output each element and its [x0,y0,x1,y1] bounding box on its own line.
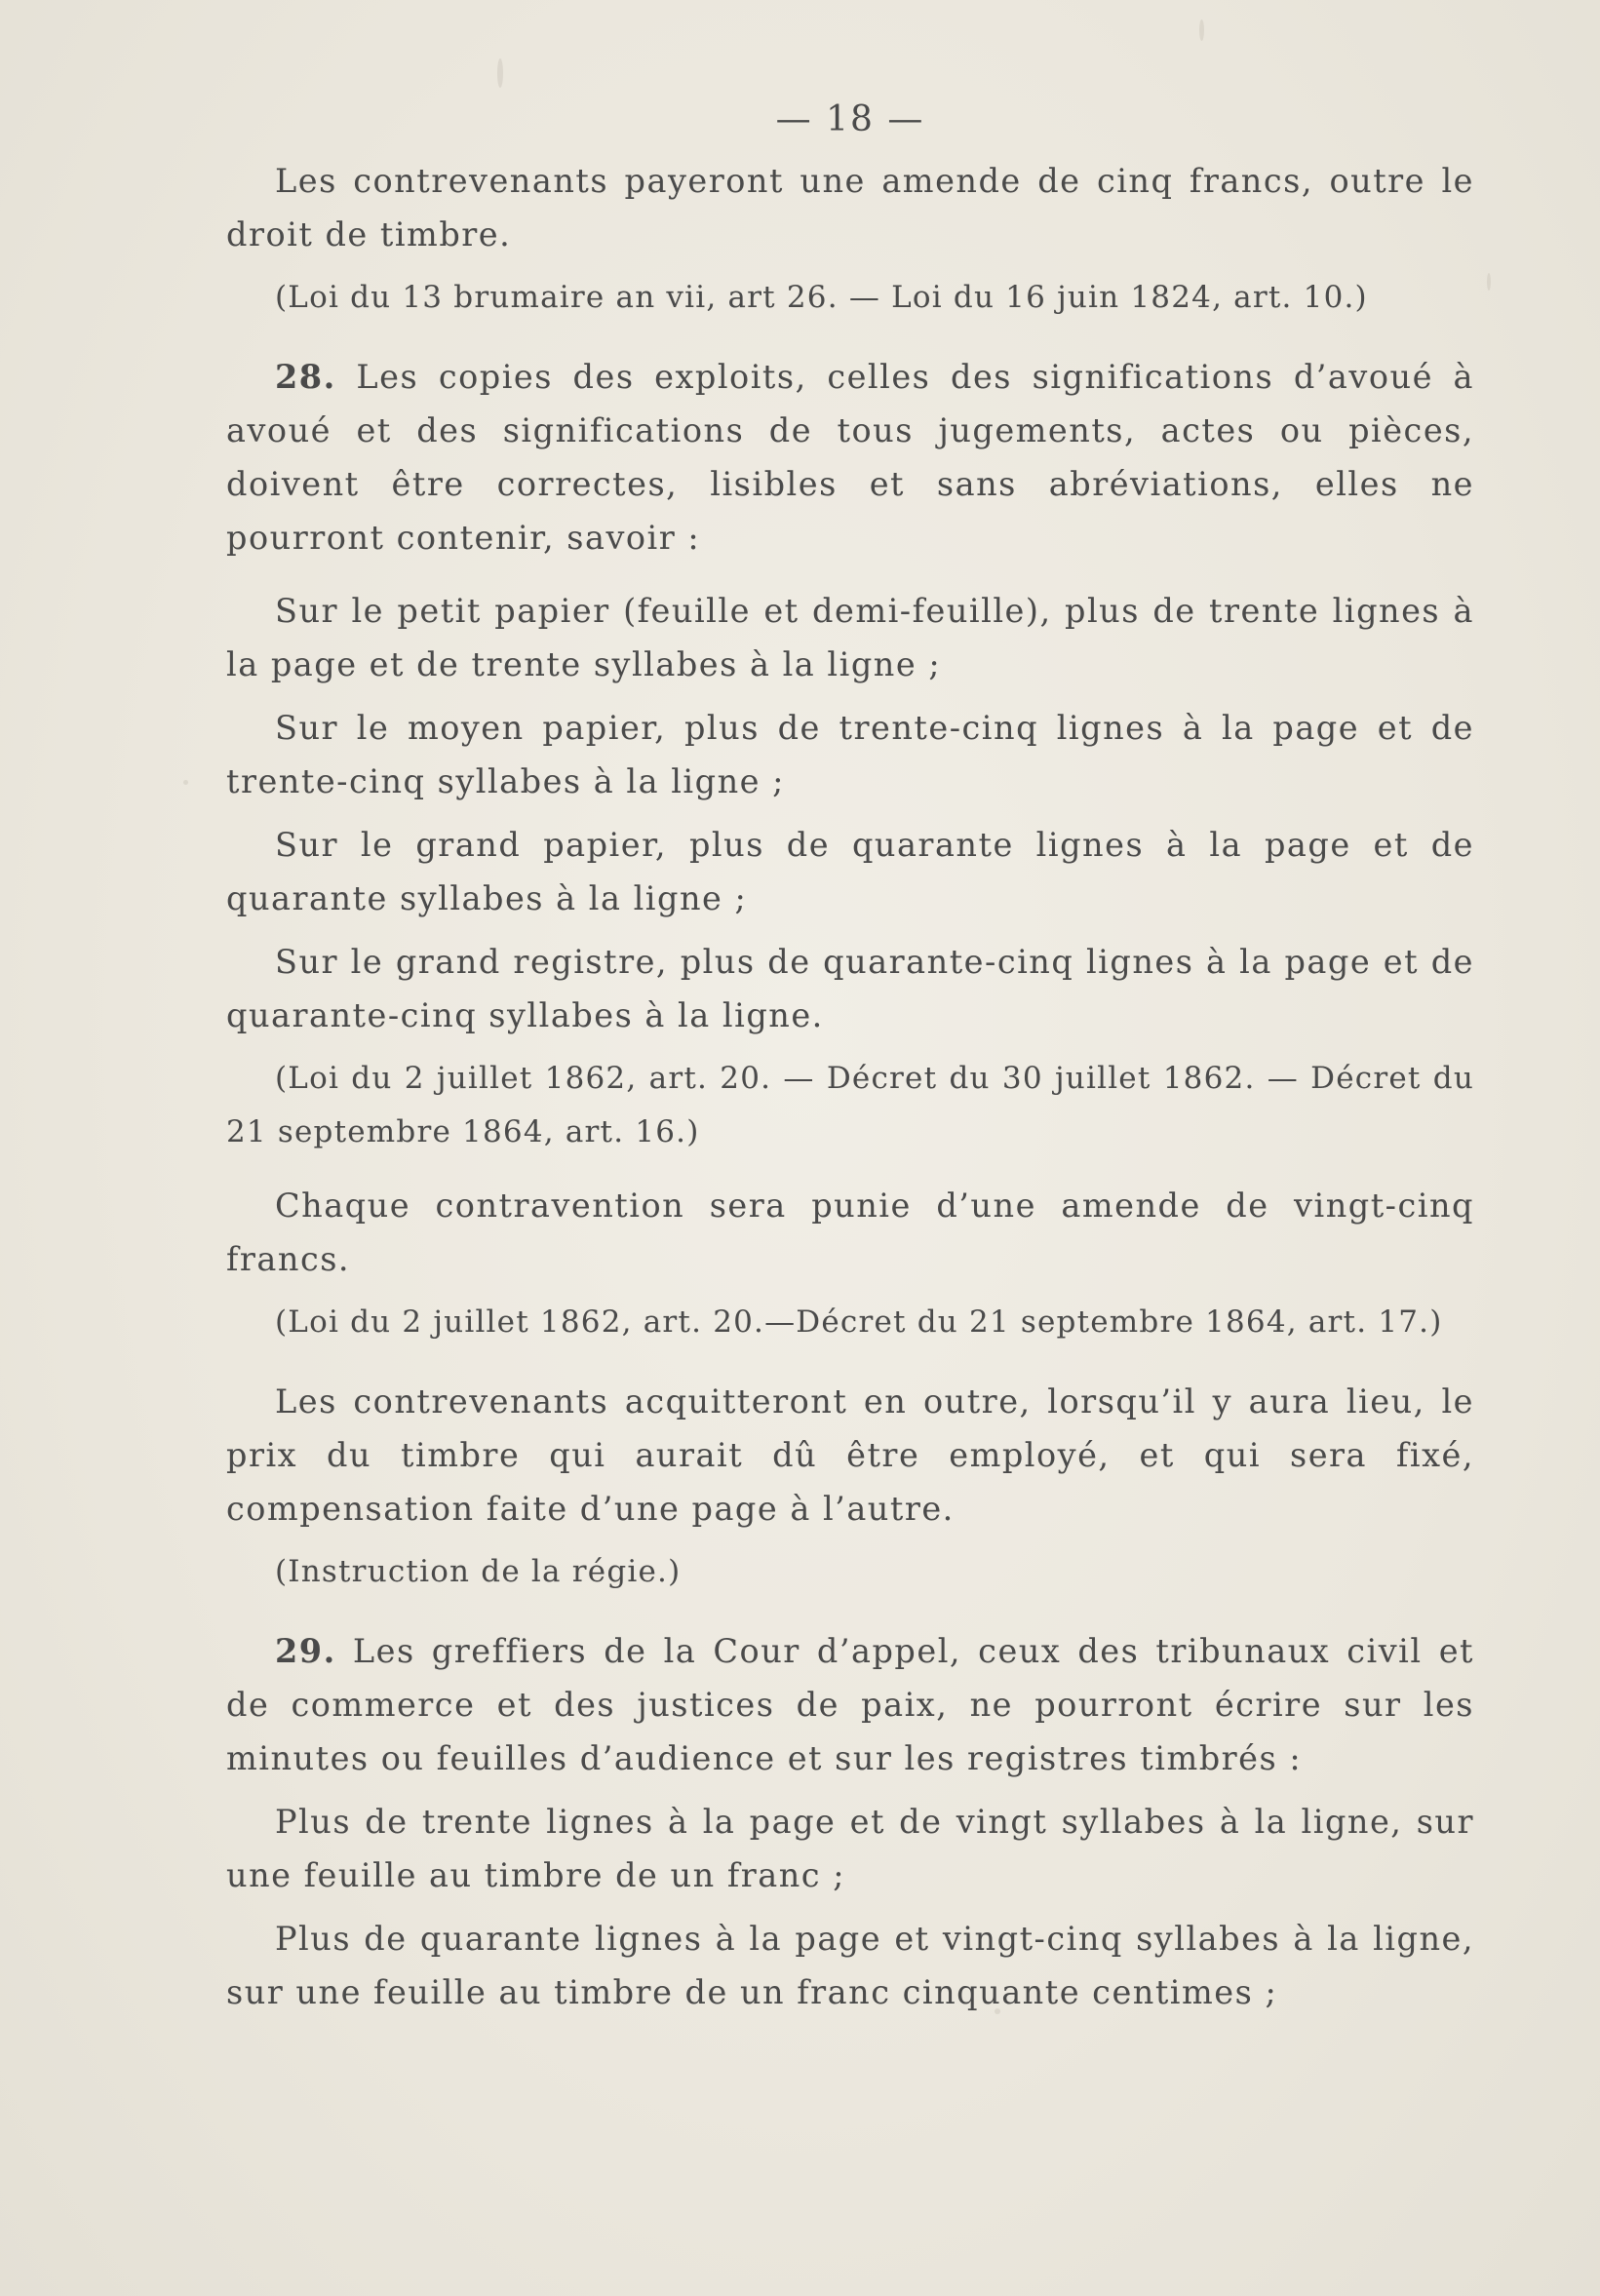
paragraph-grand-registre: Sur le grand registre, plus de quarante-cinq lignes à la page et de quarante-cinq syllabes à la ligne. [226,943,1474,1034]
article-28 [226,350,1474,564]
article-text: Les copies des exploits, celles des significations d’avoué à avoué et des significations de tous jugements, actes ou pièces, doivent être correctes, lisibles et sans abréviations, elles ne pourront contenir, savoir : [226,358,1474,557]
paper-stain [1199,19,1204,41]
paragraph-quarante-lignes: Plus de quarante lignes à la page et vingt-cinq syllabes à la ligne, sur une feuille au timbre de un franc cinquante centimes ; [226,1920,1474,2011]
paragraph-contrevenants: Les contrevenants acquitteront en outre, lorsqu’il y aura lieu, le prix du timbre qui aurait dû être employé, et qui sera fixé, compensation faite d’une page à l’autre. [226,1382,1474,1528]
article-29 [226,1624,1474,1785]
paragraph-grand-papier: Sur le grand papier, plus de quarante lignes à la page et de quarante syllabes à la ligne ; [226,826,1474,917]
paragraph-contravention: Chaque contravention sera punie d’une amende de vingt-cinq francs. [226,1187,1474,1278]
article-number: 28. [275,358,336,396]
citation: (Loi du 2 juillet 1862, art. 20. — Décret du 30 juillet 1862. — Décret du 21 septembre 1864, art. 16.) [226,1061,1474,1149]
paragraph-moyen-papier: Sur le moyen papier, plus de trente-cinq lignes à la page et de trente-cinq syllabes à la ligne ; [226,709,1474,800]
paragraph-penalty: Les contrevenants payeront une amende de cinq francs, outre le droit de timbre. [226,162,1474,253]
paper-stain [183,780,188,785]
page-number: — 18 — [775,99,925,139]
page-text [226,93,1474,2019]
citation: (Loi du 2 juillet 1862, art. 20.—Décret du 21 septembre 1864, art. 17.) [275,1304,1443,1340]
paper-stain [1487,273,1491,291]
paragraph-trente-lignes: Plus de trente lignes à la page et de vingt syllabes à la ligne, sur une feuille au timbre de un franc ; [226,1803,1474,1894]
citation: (Loi du 13 brumaire an vii, art 26. — Loi du 16 juin 1824, art. 10.) [275,280,1368,315]
article-number: 29. [275,1632,336,1670]
article-text: Les greffiers de la Cour d’appel, ceux des tribunaux civil et de commerce et des justices de paix, ne pourront écrire sur les minutes ou feuilles d’audience et sur les registres timbrés : [226,1632,1474,1777]
paragraph-petit-papier: Sur le petit papier (feuille et demi-feuille), plus de trente lignes à la page et de trente syllabes à la ligne ; [226,592,1474,683]
paper-stain [497,58,503,88]
citation: (Instruction de la régie.) [275,1554,682,1589]
